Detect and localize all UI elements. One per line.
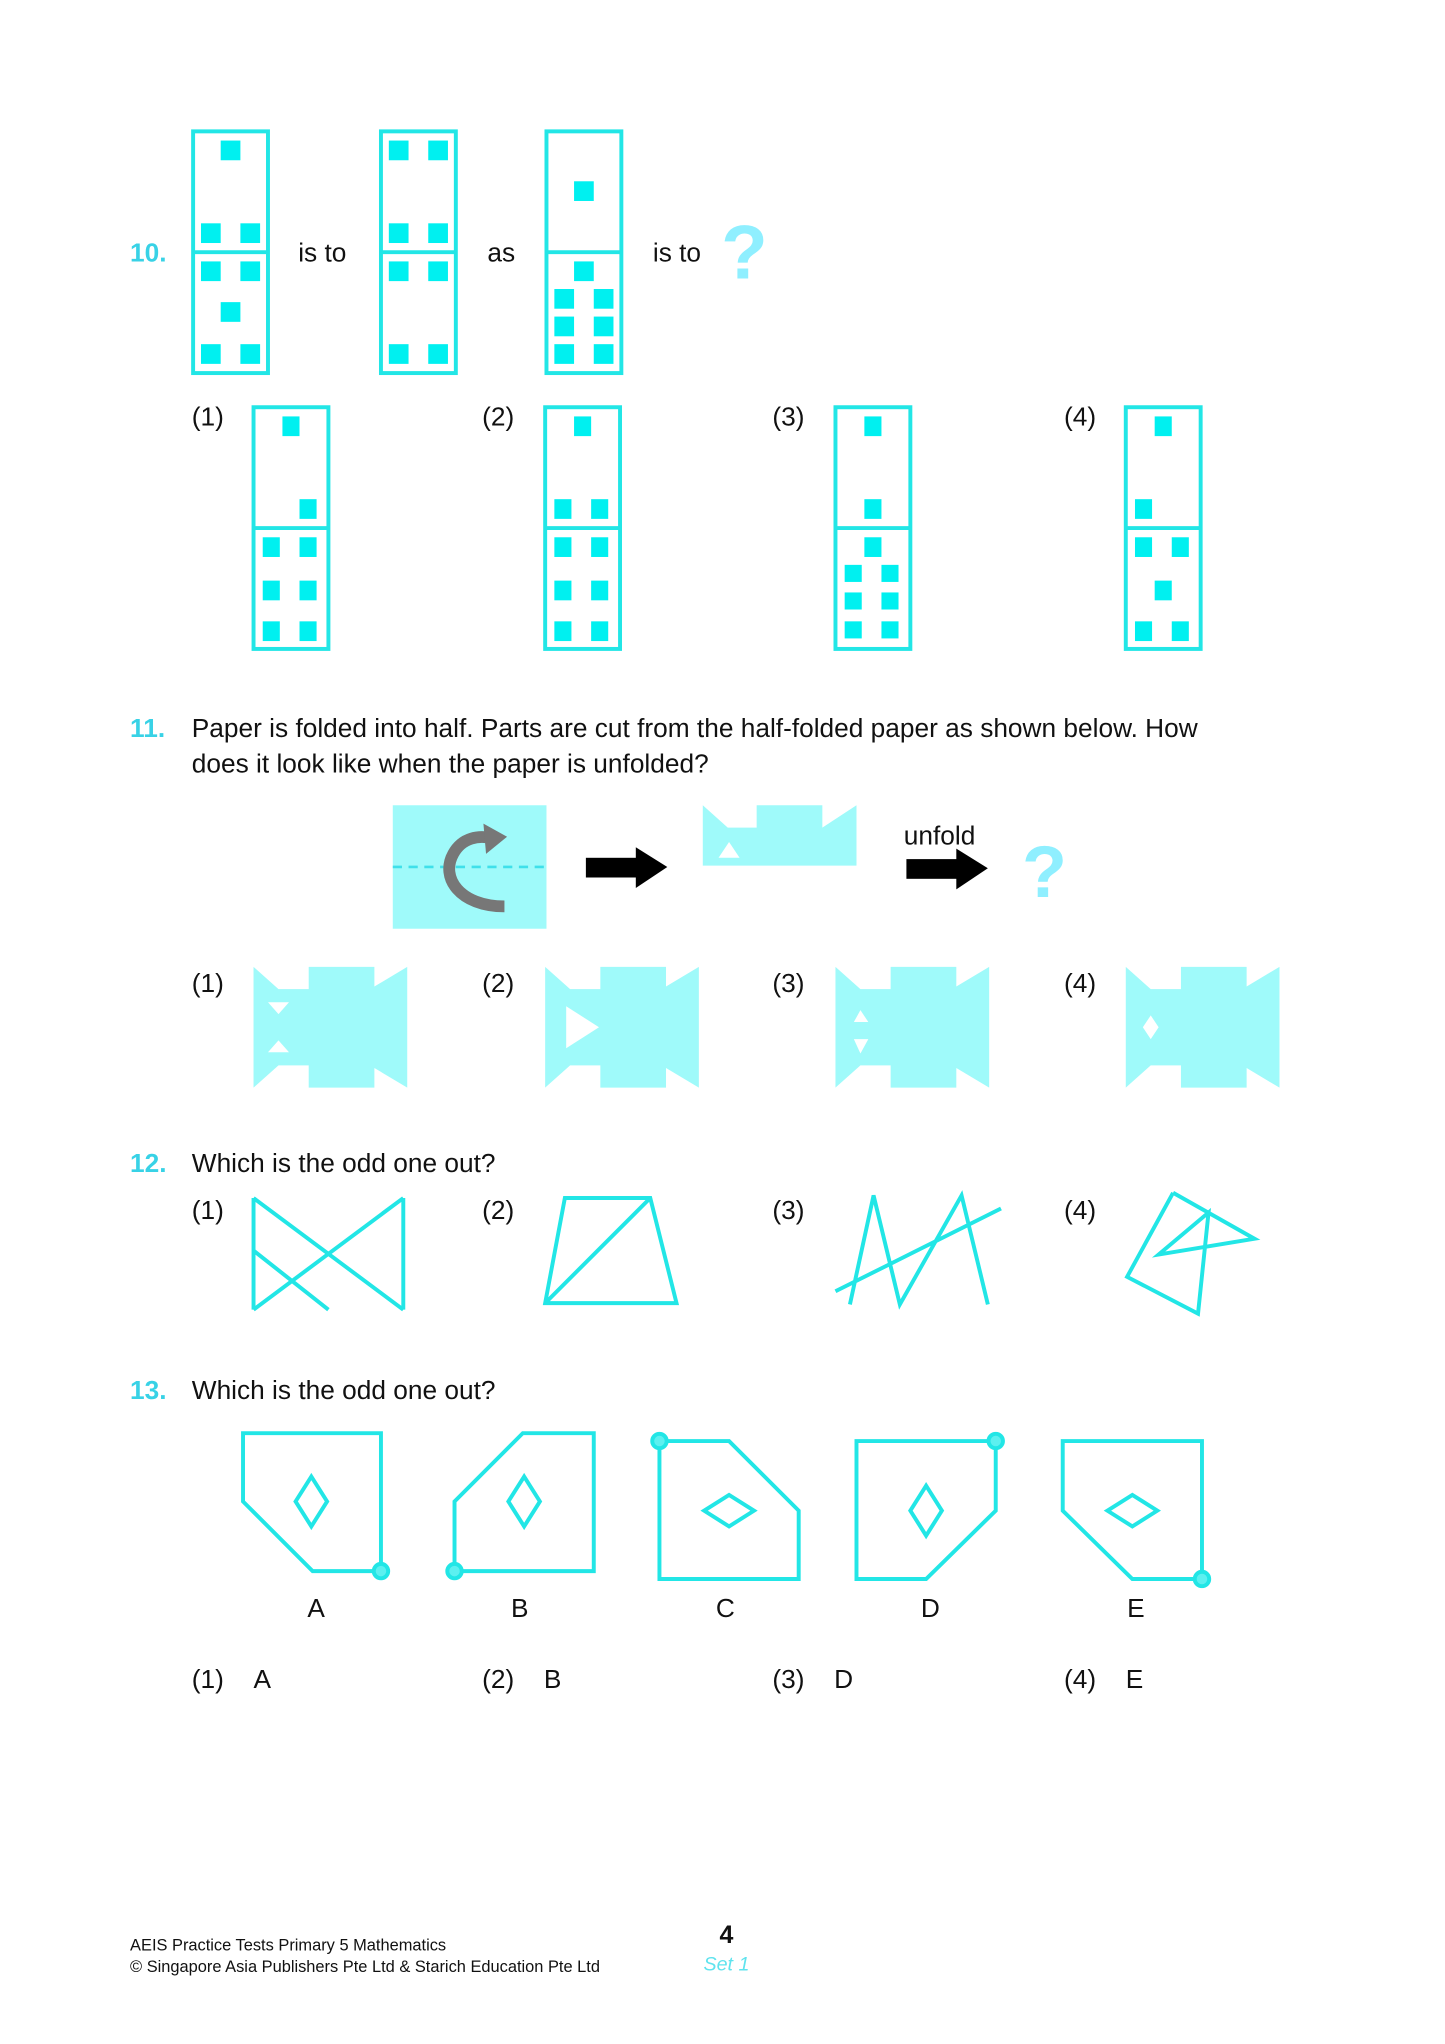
- question-13: [130, 1375, 1209, 1694]
- option-value[interactable]: E: [1125, 1664, 1144, 1695]
- question-mark-icon: ?: [721, 210, 768, 296]
- domino-pip: [1135, 621, 1152, 641]
- domino-pip: [591, 537, 608, 557]
- option-label[interactable]: (4): [1064, 401, 1097, 432]
- answer-option-1[interactable]: [192, 1664, 272, 1694]
- answer-option-2[interactable]: [482, 1664, 561, 1694]
- domino-pip: [263, 581, 280, 601]
- figure-label: C: [715, 1593, 735, 1624]
- figure-label: B: [511, 1593, 529, 1624]
- question-mark-icon: ?: [1022, 830, 1067, 914]
- domino-pip: [240, 344, 260, 364]
- domino-pip: [1172, 621, 1189, 641]
- domino-pip: [1135, 499, 1152, 519]
- question-number: 10.: [130, 237, 167, 268]
- line-figure-2: [545, 1198, 676, 1303]
- domino-pip: [594, 317, 614, 337]
- domino-pip: [389, 344, 409, 364]
- domino-pip: [201, 223, 221, 243]
- option-value[interactable]: D: [834, 1664, 854, 1695]
- domino-pip: [300, 537, 317, 557]
- domino-pip: [1135, 537, 1152, 557]
- figure-e: [1063, 1441, 1209, 1586]
- question-10: [130, 131, 1201, 649]
- unfolded-paper: [835, 967, 989, 1088]
- figure-label: A: [307, 1593, 325, 1624]
- domino-pip: [574, 261, 594, 281]
- option-domino-2[interactable]: [545, 407, 620, 649]
- domino-pip: [554, 289, 574, 309]
- option-label[interactable]: (1): [191, 1195, 224, 1226]
- line-figure-1: [254, 1198, 404, 1310]
- domino-pip: [864, 499, 881, 519]
- domino-pip: [1155, 416, 1172, 436]
- domino-pip: [240, 223, 260, 243]
- domino-pip: [389, 261, 409, 281]
- option-label[interactable]: (1): [191, 1664, 224, 1695]
- unfolded-paper: [254, 967, 408, 1088]
- domino-pip: [574, 181, 594, 201]
- figure-label: E: [1127, 1593, 1145, 1624]
- option-value[interactable]: A: [253, 1664, 272, 1695]
- domino-pip: [300, 581, 317, 601]
- domino-pip: [591, 499, 608, 519]
- figure-c: [652, 1434, 798, 1579]
- question-11: [130, 713, 1279, 1088]
- footer: [130, 1921, 749, 1976]
- option-label[interactable]: (3): [772, 1664, 805, 1695]
- domino-pip: [594, 289, 614, 309]
- right-arrow-icon: [906, 849, 987, 890]
- answer-option-3[interactable]: [772, 1664, 853, 1694]
- domino-pip: [263, 537, 280, 557]
- domino-pip: [845, 592, 862, 609]
- domino-pip: [221, 302, 241, 322]
- question-text: Which is the odd one out?: [191, 1147, 496, 1178]
- option-label[interactable]: (2): [482, 1664, 515, 1695]
- option-domino-1[interactable]: [254, 407, 329, 649]
- domino-pip: [881, 592, 898, 609]
- domino-pip: [300, 499, 317, 519]
- option-label[interactable]: (1): [191, 401, 224, 432]
- option-label[interactable]: (2): [482, 1195, 515, 1226]
- domino-pip: [201, 344, 221, 364]
- as-text: as: [487, 237, 516, 268]
- domino-pip: [554, 537, 571, 557]
- option-label[interactable]: (2): [482, 401, 515, 432]
- option-label[interactable]: (4): [1064, 1195, 1097, 1226]
- option-label[interactable]: (3): [772, 401, 805, 432]
- option-label[interactable]: (3): [772, 1195, 805, 1226]
- domino-pip: [594, 344, 614, 364]
- domino-pip: [864, 416, 881, 436]
- unfolded-options: [254, 967, 1280, 1088]
- unfolded-option-4[interactable]: [1126, 967, 1280, 1088]
- domino-pip: [389, 223, 409, 243]
- option-label[interactable]: (1): [191, 967, 224, 998]
- unfolded-option-1[interactable]: [254, 967, 408, 1088]
- domino-pip: [591, 621, 608, 641]
- paper-square-figure: [393, 805, 547, 928]
- domino-pip: [201, 261, 221, 281]
- question-12: [130, 1148, 1254, 1314]
- domino-1: [193, 131, 268, 373]
- set-label: Set 1: [703, 1953, 750, 1976]
- domino-3: [546, 131, 621, 373]
- option-label[interactable]: (4): [1064, 967, 1097, 998]
- domino-pip: [428, 223, 448, 243]
- option-value[interactable]: B: [543, 1664, 562, 1695]
- book-title: AEIS Practice Tests Primary 5 Mathematics: [130, 1936, 447, 1955]
- line-figure-3: [835, 1195, 1001, 1304]
- right-arrow-icon: [586, 847, 667, 888]
- option-label[interactable]: (3): [772, 967, 805, 998]
- copyright: © Singapore Asia Publishers Pte Ltd & Starich Education Pte Ltd: [130, 1957, 600, 1976]
- domino-pip: [221, 141, 241, 161]
- domino-pip: [240, 261, 260, 281]
- unfolded-option-3[interactable]: [835, 967, 989, 1088]
- domino-pip: [554, 317, 574, 337]
- domino-pip: [554, 499, 571, 519]
- unfold-label: unfold: [903, 820, 976, 851]
- domino-pip: [428, 344, 448, 364]
- option-label[interactable]: (2): [482, 967, 515, 998]
- domino-pip: [864, 537, 881, 557]
- domino-pip: [591, 581, 608, 601]
- figure-label: D: [920, 1593, 940, 1624]
- question-text: Paper is folded into half. Parts are cut from the half-folded paper as shown below. How: [191, 712, 1198, 743]
- domino-pip: [574, 416, 591, 436]
- domino-pip: [881, 565, 898, 582]
- line-figure-4: [1127, 1193, 1254, 1314]
- domino-pip: [554, 344, 574, 364]
- is-to-text: is to: [298, 237, 347, 268]
- domino-figures: [193, 131, 1201, 649]
- domino-pip: [428, 261, 448, 281]
- domino-pip: [300, 621, 317, 641]
- domino-pip: [263, 621, 280, 641]
- is-to-text: is to: [652, 237, 702, 268]
- domino-pip: [845, 621, 862, 638]
- domino-pip: [845, 565, 862, 582]
- figure-a: [243, 1433, 388, 1578]
- question-text: Which is the odd one out?: [191, 1375, 496, 1406]
- domino-pip: [428, 141, 448, 161]
- option-domino-3[interactable]: [835, 407, 910, 649]
- page-number: 4: [719, 1920, 734, 1949]
- question-text: does it look like when the paper is unfolded?: [191, 748, 709, 779]
- figure-b: [447, 1433, 593, 1578]
- figure-d: [856, 1434, 1002, 1579]
- domino-pip: [554, 621, 571, 641]
- answer-option-4[interactable]: [1064, 1664, 1143, 1694]
- question-number: 12.: [130, 1147, 167, 1178]
- domino-pip: [1155, 581, 1172, 601]
- domino-2: [381, 131, 456, 373]
- domino-pip: [282, 416, 299, 436]
- question-number: 13.: [130, 1375, 167, 1406]
- option-domino-4[interactable]: [1126, 407, 1201, 649]
- domino-pip: [554, 581, 571, 601]
- domino-pip: [389, 141, 409, 161]
- unfolded-option-2[interactable]: [545, 967, 699, 1088]
- question-number: 11.: [130, 712, 166, 743]
- domino-pip: [1172, 537, 1189, 557]
- option-label[interactable]: (4): [1064, 1664, 1097, 1695]
- domino-pip: [881, 621, 898, 638]
